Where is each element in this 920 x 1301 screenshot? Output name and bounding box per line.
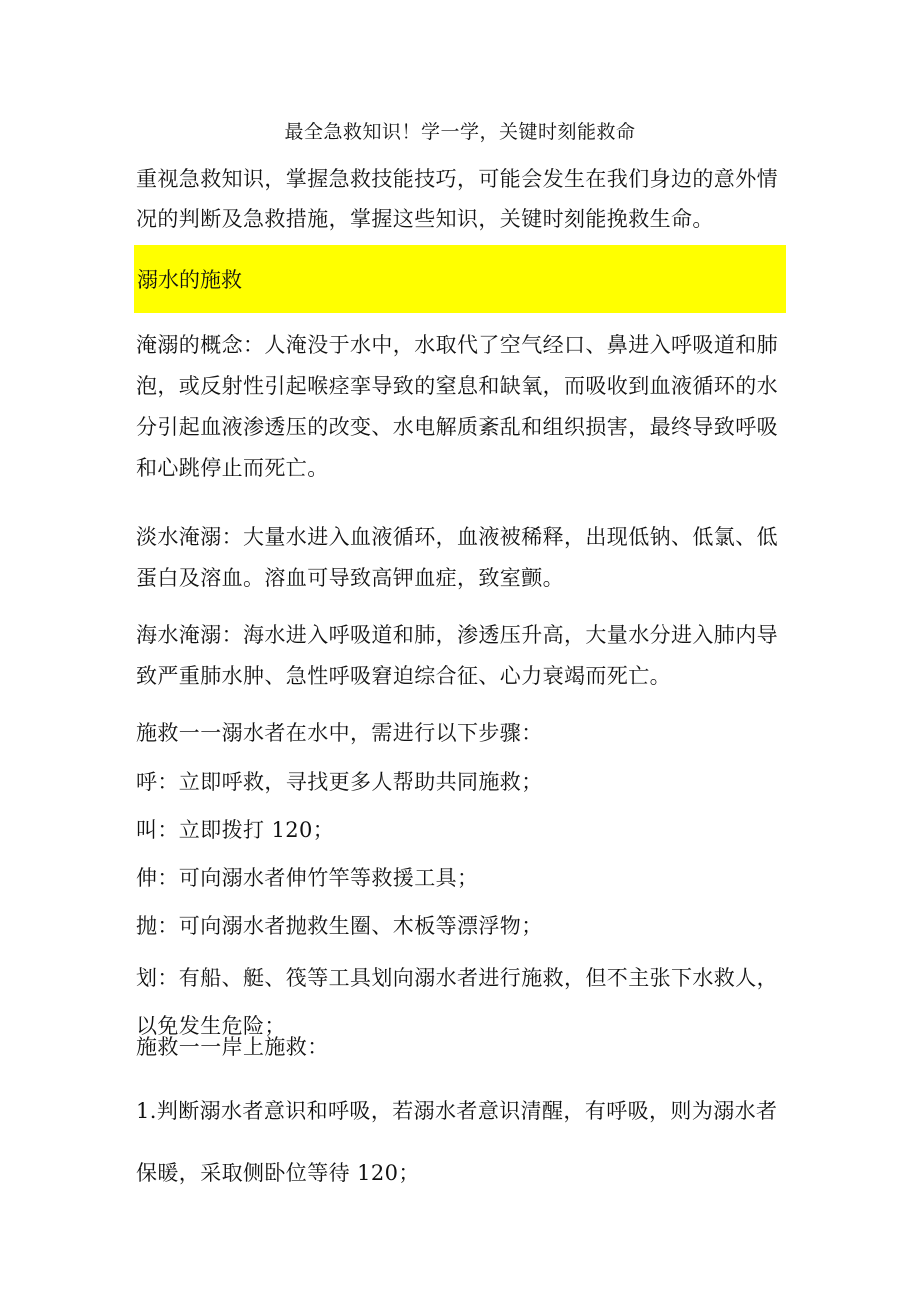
shore-rescue-heading: 施救一一岸上施救： (136, 1035, 329, 1059)
intro-paragraph: 重视急救知识，掌握急救技能技巧，可能会发生在我们身边的意外情况的判断及急救措施，掌握这些知识，关键时刻能挽救生命。 (136, 167, 778, 231)
drowning-concept-paragraph: 淹溺的概念：人淹没于水中，水取代了空气经口、鼻进入呼吸道和肺泡，或反射性引起喉痉挛导致的窒息和缺氧，而吸收到血液循环的水分引起血液渗透压的改变、水电解质紊乱和组织损害，最终导致呼吸和心跳停止而死亡。 (136, 333, 778, 480)
section-heading-highlight (134, 245, 786, 313)
shore-step-1: 1.判断溺水者意识和呼吸，若溺水者意识清醒，有呼吸，则为溺水者保暖，采取侧卧位等待 120； (136, 1099, 778, 1185)
step-call-for-help: 呼：立即呼救，寻找更多人帮助共同施救； (136, 770, 543, 794)
step-dial-120: 叫：立即拨打 120； (136, 818, 335, 842)
document-title: 最全急救知识！学一学，关键时刻能救命 (284, 121, 636, 143)
seawater-drowning-paragraph: 海水淹溺：海水进入呼吸道和肺，渗透压升高，大量水分进入肺内导致严重肺水肿、急性呼吸窘迫综合征、心力衰竭而死亡。 (136, 623, 778, 688)
step-row-boat: 划：有船、艇、筏等工具划向溺水者进行施救，但不主张下水救人，以免发生危险； (136, 966, 778, 1038)
section-heading: 溺水的施救 (137, 268, 242, 292)
step-extend-tool: 伸：可向溺水者伸竹竿等救援工具； (136, 866, 479, 890)
freshwater-drowning-paragraph: 淡水淹溺：大量水进入血液循环，血液被稀释，出现低钠、低氯、低蛋白及溶血。溶血可导致高钾血症，致室颤。 (136, 525, 778, 590)
step-throw-float: 抛：可向溺水者抛救生圈、木板等漂浮物； (136, 914, 543, 938)
in-water-rescue-heading: 施救一一溺水者在水中，需进行以下步骤： (136, 721, 543, 745)
